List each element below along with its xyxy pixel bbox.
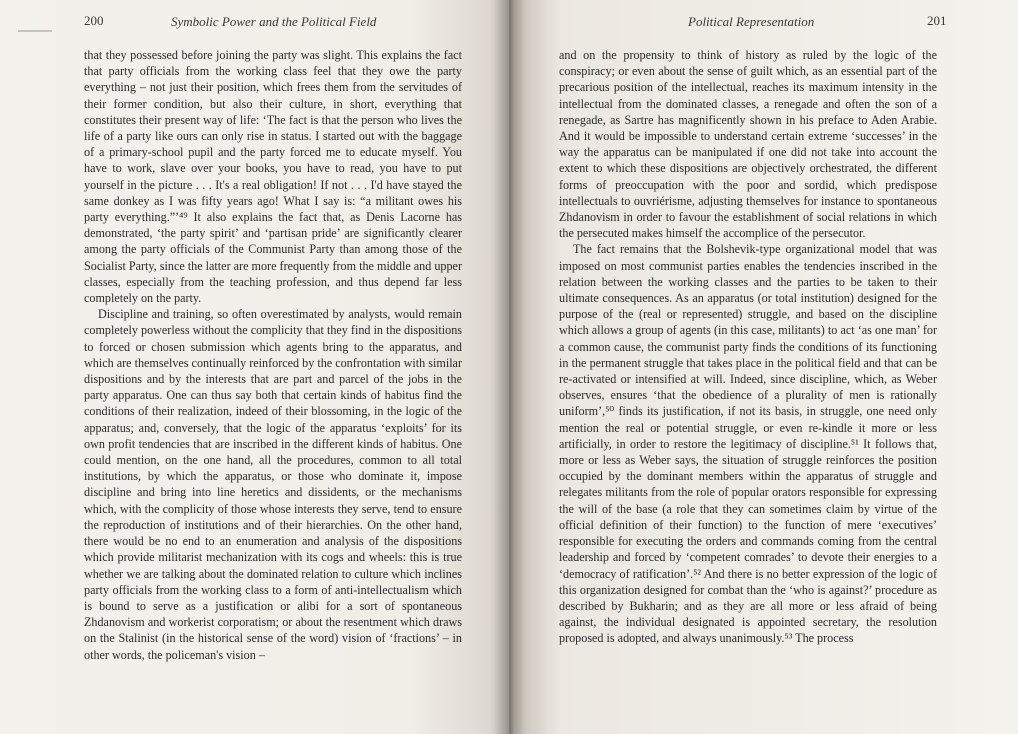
running-head: Symbolic Power and the Political Field <box>171 14 377 29</box>
page-number: 200 <box>84 13 104 28</box>
body-text <box>559 47 937 647</box>
page-number: 201 <box>927 13 947 28</box>
running-head: Political Representation <box>688 14 815 29</box>
paragraph: and on the propensity to think of history as ruled by the logic of the conspiracy; or even about the sense of guilt which, as an essential part of the precarious position of the intellectual, reaches its maximum intensity in the intellectual from the dominated classes, a renegade and often the son of a renegade, as Sartre has magnificently shown in his preface to Aden Arabie. And it would be impossible to understand certain extreme ‘successes’ in the way the apparatus can be manipulated if one did not take into account the extent to which these dispositions are objectively orchestrated, the different forms of preoccupation with the poor and sordid, which predispose intellectuals to ouvriérisme, adjusting themselves for instance to spontaneous Zhdanovism in order to favour the establishment of social relations in which the persecuted makes himself the accomplice of the persecutor. <box>559 48 937 241</box>
paragraph: Discipline and training, so often overestimated by analysts, would remain completely powerless without the complicity that they find in the dispositions to forced or chosen submission which agents bring to the apparatus, and which are themselves continually reinforced by the confrontation with similar dispositions and by the interests that are part and parcel of the jobs in the party apparatus. One can thus say both that certain kinds of habitus find the conditions of their realization, indeed of their blossoming, in the logic of the apparatus; and, conversely, that the logic of the apparatus ‘exploits’ for its own profit tendencies that are inscribed in the different kinds of habitus. One could mention, on the one hand, all the procedures, common to all total institutions, by which the apparatus, or those who dominate it, impose discipline and bring into line heretics and dissidents, or the mechanisms which, with the complicity of those whose interests they serve, tend to ensure the reproduction of institutions and of their hierarchies. On the other hand, there would be no end to an enumeration and analysis of the dispositions which provide militarist mechanization with its cogs and wheels: this is true whether we are talking about the dominated relation to culture which inclines party officials from the working class to a form of anti-intellectualism which is bound to serve as a justification or alibi for a sort of spontaneous Zhdanovism and workerist corporatism; or about the resentment which draws on the Stalinist (in the historical sense of the word) vision of ‘fractions’ – in other words, the policeman's vision – <box>84 307 462 662</box>
paragraph: The fact remains that the Bolshevik-type organizational model that was imposed on most communist parties enables the tendencies inscribed in the relation between the working classes and the parties to be taken to their ultimate consequences. As an apparatus (or total institution) designed for the purpose of the (real or represented) struggle, and based on the discipline which allows a group of agents (in this case, militants) to act ‘as one man’ for a common cause, the communist party finds the conditions of its functioning in the permanent struggle that takes place in the political field and that can be re-activated or intensified at will. Indeed, since discipline, which, as Weber observes, ensures ‘that the obedience of a plurality of men is rationally uniform’,⁵⁰ finds its justification, if not its basis, in struggle, one need only mention the real or potential struggle, or even re-kindle it more or less artificially, in order to restore the legitimacy of discipline.⁵¹ It follows that, more or less as Weber says, the situation of struggle reinforces the position occupied by the dominant members within the apparatus of struggle and relegates militants from the role of popular orators responsible for expressing the will of the base (a role that they can sometimes claim by virtue of the official definition of their function) to the function of mere ‘executives’ responsible for executing the orders and commands coming from the central leadership and forced by ‘competent comrades’ to devote their energies to a ‘democracy of ratification’.⁵² And there is no better expression of the logic of this organization designed for combat than the ‘who is against?’ procedure as described by Bukharin; and as they are all more or less afraid of being against, the individual designated is appointed secretary, the resolution proposed is adopted, and always unanimously.⁵³ The process <box>559 242 937 646</box>
body-text <box>84 47 462 663</box>
right-page <box>509 0 1018 734</box>
paragraph: that they possessed before joining the party was slight. This explains the fact that party officials from the working class feel that they owe the party everything – not just their position, which frees them from the servitudes of their former condition, but also their culture, in short, everything that constitutes their present way of life: ‘The fact is that the person who lives the life of a party like ours can only rise in status. I started out with the baggage of a primary-school pupil and the party forced me to educate myself. You have to work, slave over your books, you have to read, you have to put yourself in the picture . . . It's a real obligation! If not . . . I'd have stayed the same donkey as I was fifty years ago! What I say is: “a militant owes his party everything.”’⁴⁹ It also explains the fact that, as Denis Lacorne has demonstrated, ‘the party spirit’ and ‘partisan pride’ are significantly clearer among the party officials of the Communist Party than among those of the Socialist Party, since the latter are more frequently from the middle and upper classes, especially from the teaching profession, and thus depend far less completely on the party. <box>84 48 462 306</box>
page-mark <box>18 30 52 32</box>
